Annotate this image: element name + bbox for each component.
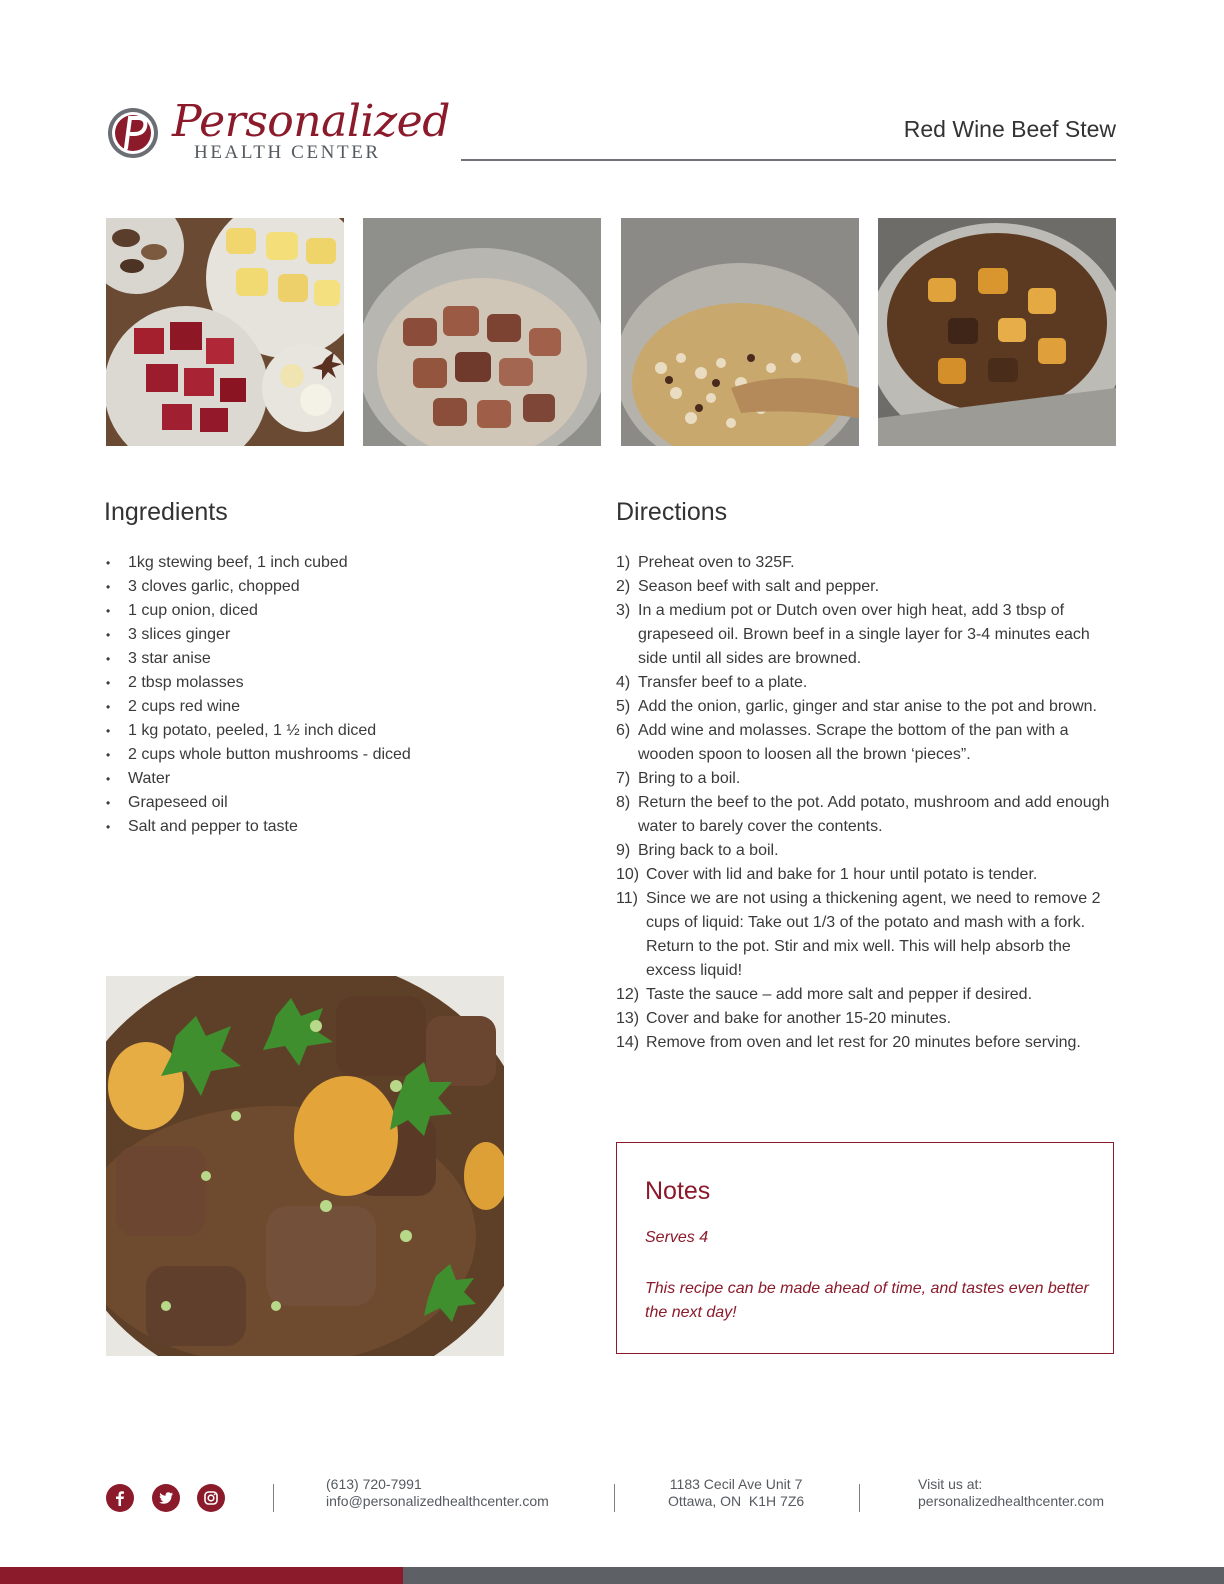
directions-list [616,551,1116,1055]
direction-step: 5) Add the onion, garlic, ginger and star anise to the pot and brown. [616,698,1097,715]
list-item: • 3 slices ginger [104,623,574,647]
list-item: • Water [104,767,574,791]
list-item: • 1 kg potato, peeled, 1 ½ inch diced [104,719,574,743]
direction-step: 10) Cover with lid and bake for 1 hour until potato is tender. [616,866,1038,883]
direction-step: 13) Cover and bake for another 15-20 minutes. [616,1010,952,1027]
footer-bar-grey [403,1567,1224,1584]
directions-heading: Directions [616,498,728,526]
direction-step: 14) Remove from oven and let rest for 20 minutes before serving. [616,1034,1081,1051]
direction-step: 7) Bring to a boil. [616,770,741,787]
footer-visit-label: Visit us at: [918,1476,983,1492]
direction-step: 4) Transfer beef to a plate. [616,674,808,691]
bullet-icon: • [106,604,111,618]
brand-logo [106,96,450,168]
footer-contact [326,1476,549,1510]
direction-step: 6) Add wine and molasses. Scrape the bottom of the pan with a wooden spoon to loosen all the brown ‘pieces”. [616,722,1069,763]
bullet-icon: • [106,580,111,594]
list-item: • 1kg stewing beef, 1 inch cubed [104,551,574,575]
notes-heading: Notes [645,1177,711,1205]
list-item: • Salt and pepper to taste [104,815,574,839]
list-item: • Grapeseed oil [104,791,574,815]
logo-mark-icon [106,106,160,160]
bullet-icon: • [106,556,111,570]
list-item: • 3 cloves garlic, chopped [104,575,574,599]
notes-serves: Serves 4 [645,1229,709,1246]
bullet-icon: • [106,628,111,642]
footer-divider [614,1484,615,1512]
header-divider [461,159,1116,161]
ingredients-list [104,551,574,839]
brand-subtitle: HEALTH CENTER [194,142,381,163]
footer-email[interactable]: info@personalizedhealthcenter.com [326,1493,549,1509]
direction-step: 12) Taste the sauce – add more salt and pepper if desired. [616,986,1033,1003]
bullet-icon: • [106,820,111,834]
instagram-icon[interactable] [197,1484,225,1512]
bullet-icon: • [106,652,111,666]
footer-website[interactable]: personalizedhealthcenter.com [918,1493,1105,1509]
photo-ingredients [106,218,344,446]
bullet-icon: • [106,796,111,810]
direction-step: 8) Return the beef to the pot. Add potato, mushroom and add enough water to barely cover the contents. [616,794,1110,835]
footer-divider [273,1484,274,1512]
ingredients-heading: Ingredients [104,498,228,526]
footer-bar-accent [0,1567,403,1584]
footer-address-line2: Ottawa, ON K1H 7Z6 [668,1493,805,1509]
direction-step: 1) Preheat oven to 325F. [616,554,795,571]
page-title: Red Wine Beef Stew [903,116,1116,142]
footer-address-line1: 1183 Cecil Ave Unit 7 [669,1476,803,1492]
photo-browning-onion [621,218,859,446]
bullet-icon: • [106,748,111,762]
facebook-icon[interactable] [106,1484,134,1512]
photo-simmering-stew [878,218,1116,446]
photo-finished-dish [106,976,504,1356]
footer-phone[interactable]: (613) 720-7991 [326,1476,422,1492]
list-item: • 2 cups red wine [104,695,574,719]
twitter-icon[interactable] [152,1484,180,1512]
bullet-icon: • [106,772,111,786]
list-item: • 2 cups whole button mushrooms - diced [104,743,574,767]
notes-box [616,1142,1114,1354]
brand-name: Personalized [172,96,450,147]
list-item: • 1 cup onion, diced [104,599,574,623]
direction-step: 2) Season beef with salt and pepper. [616,578,880,595]
bullet-icon: • [106,700,111,714]
footer-address [668,1476,804,1510]
list-item: • 3 star anise [104,647,574,671]
direction-step: 9) Bring back to a boil. [616,842,779,859]
footer-visit [918,1476,1104,1510]
direction-step: 11) Since we are not using a thickening agent, we need to remove 2 cups of liquid: Take out 1/3 of the potato and mash with a fork. Return to the pot. Stir and mix well. This will help absorb the excess liquid! [616,890,1101,979]
notes-tip: This recipe can be made ahead of time, and tastes even better the next day! [645,1280,1089,1321]
photo-browning-beef [363,218,601,446]
direction-step: 3) In a medium pot or Dutch oven over high heat, add 3 tbsp of grapeseed oil. Brown beef in a single layer for 3-4 minutes each side until all sides are browned. [616,602,1090,667]
bullet-icon: • [106,724,111,738]
footer-divider [859,1484,860,1512]
bullet-icon: • [106,676,111,690]
list-item: • 2 tbsp molasses [104,671,574,695]
